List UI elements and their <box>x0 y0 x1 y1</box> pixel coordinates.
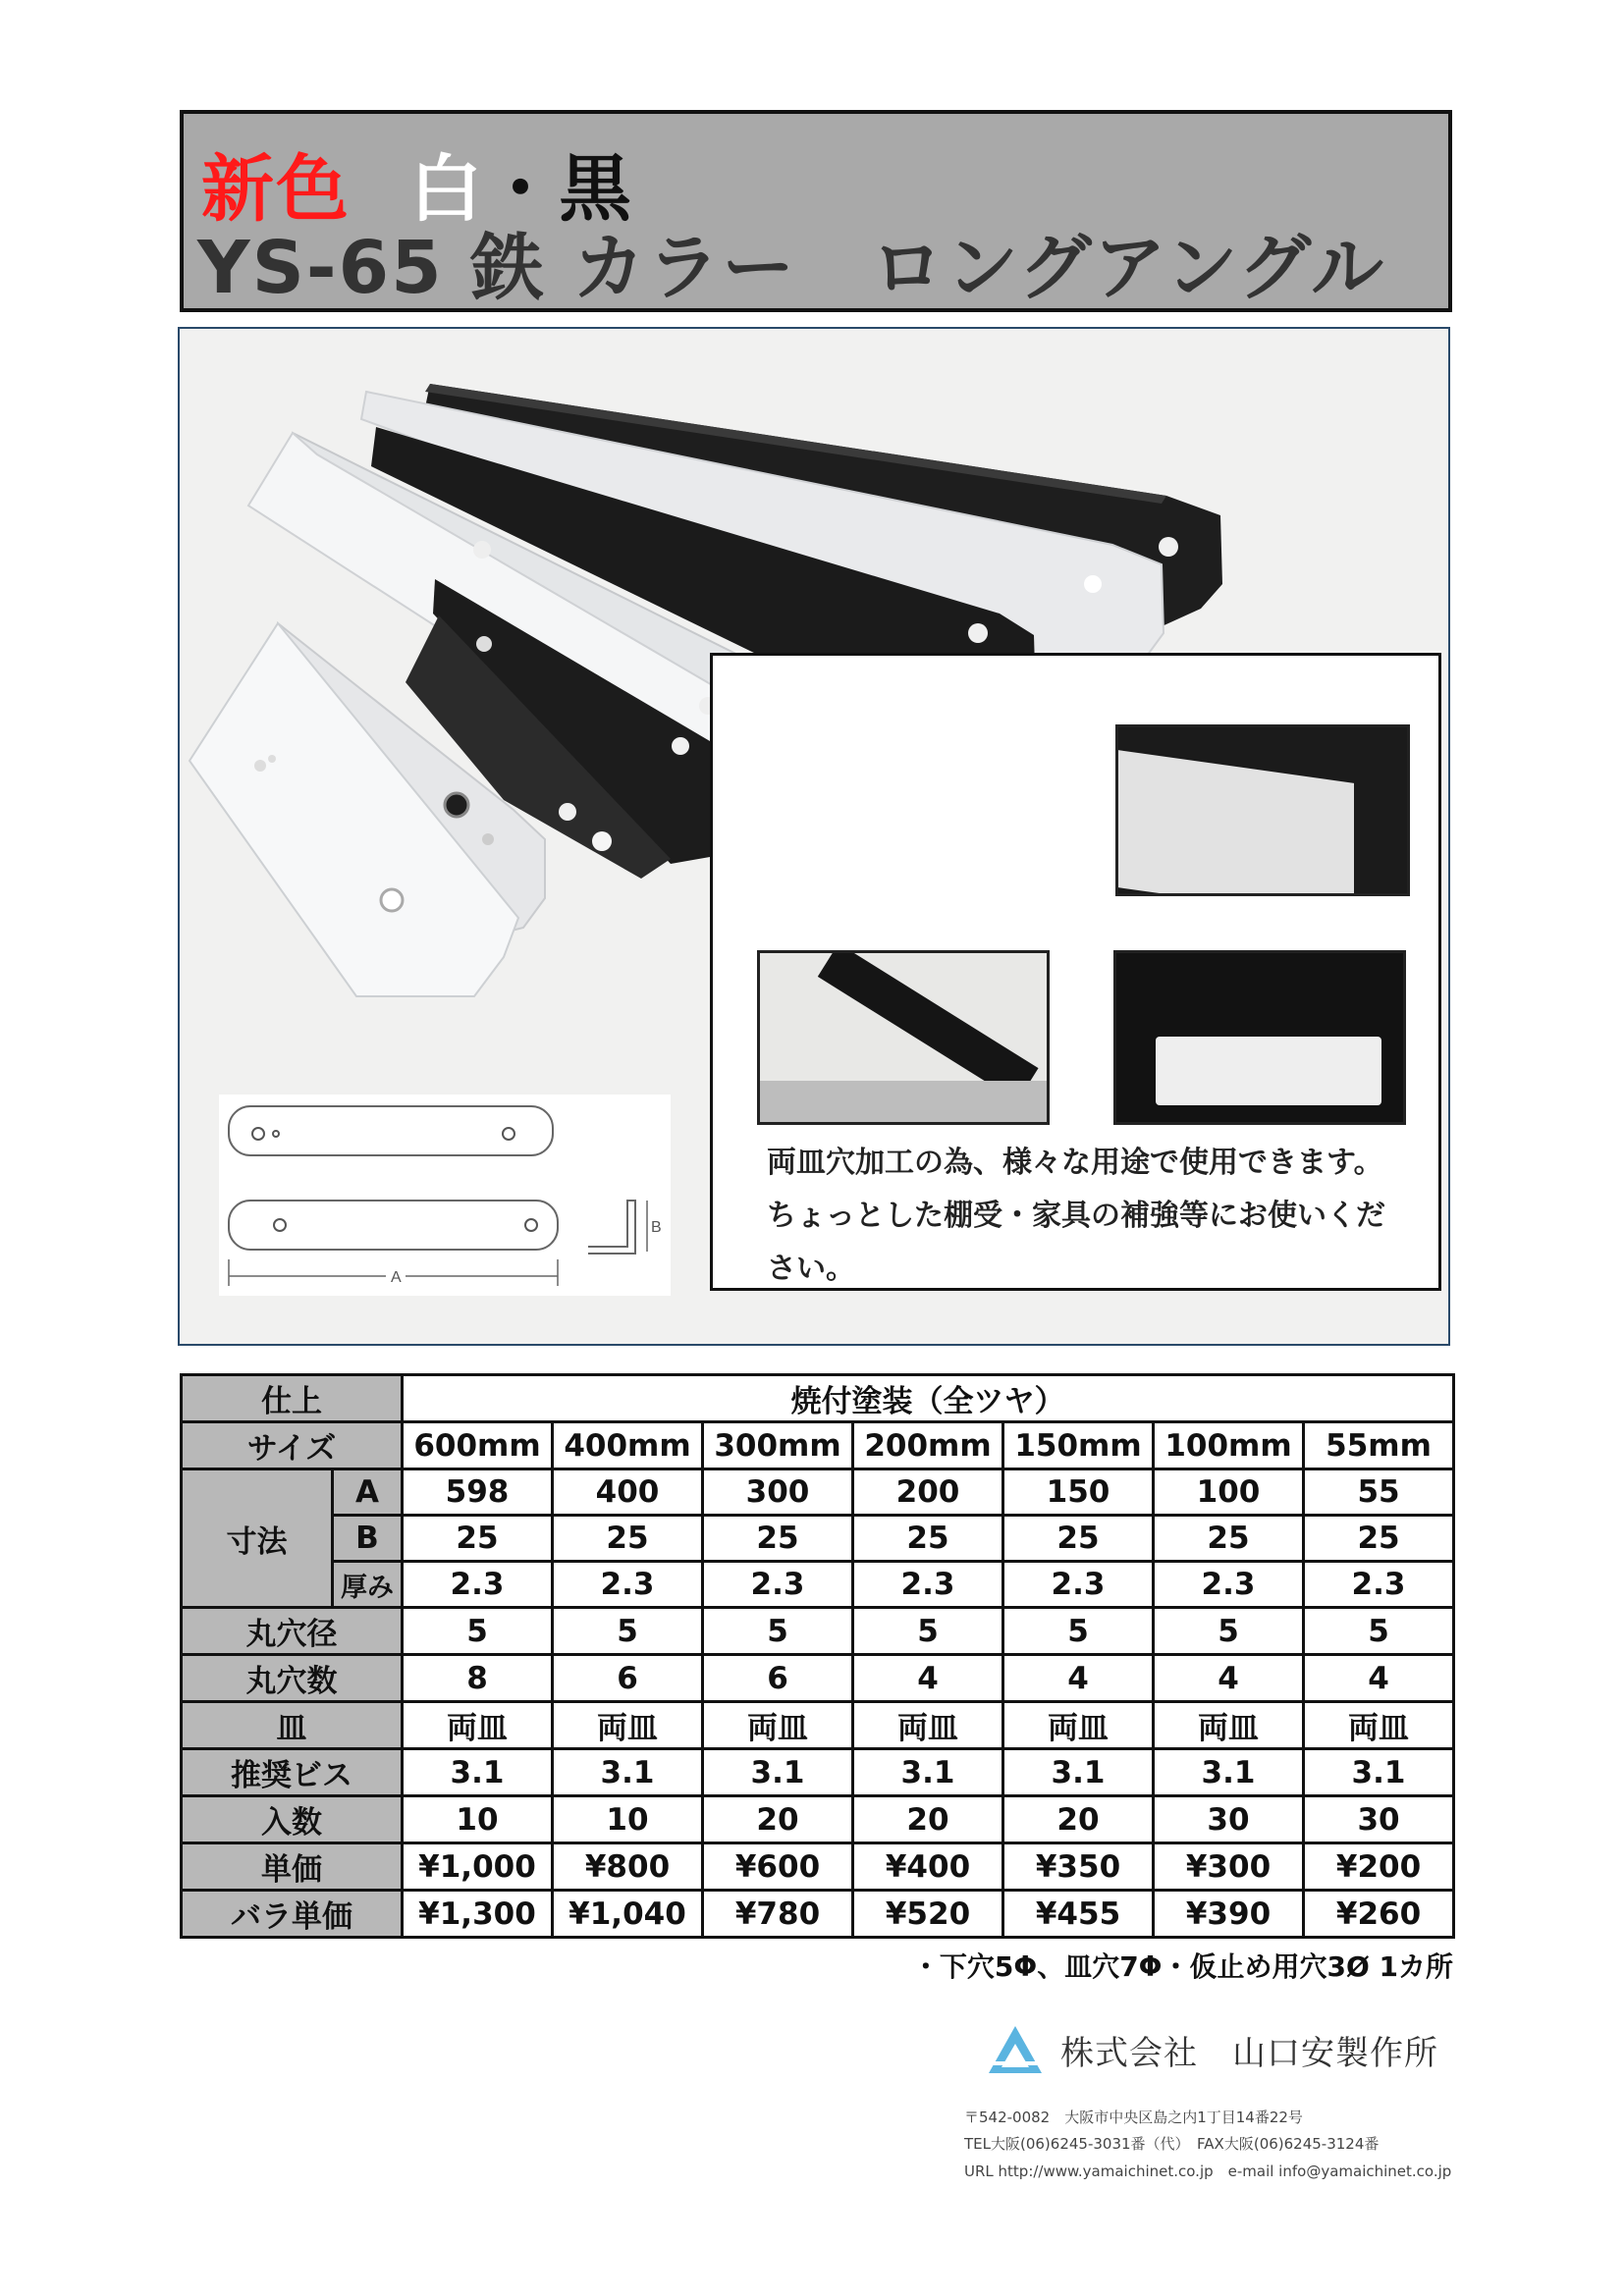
table-cell: ¥600 <box>703 1843 853 1891</box>
table-cell: 25 <box>1154 1516 1304 1562</box>
table-cell: 3.1 <box>1003 1749 1154 1796</box>
table-cell: 25 <box>553 1516 703 1562</box>
dimension-label: 寸法 <box>182 1469 333 1608</box>
table-cell: 100 <box>1154 1469 1304 1516</box>
table-cell: 両皿 <box>853 1702 1003 1749</box>
table-cell: ¥780 <box>703 1891 853 1938</box>
table-cell: ¥1,040 <box>553 1891 703 1938</box>
row-label: 推奨ビス <box>182 1749 403 1796</box>
table-cell: ¥390 <box>1154 1891 1304 1938</box>
detail-photo-white-underside <box>1113 950 1406 1125</box>
product-photo-panel <box>178 327 1450 1346</box>
description-line: 両皿穴加工の為、様々な用途で使用できます。 <box>767 1146 1383 1180</box>
table-row-dim-thickness <box>182 1562 1454 1608</box>
detail-photo-white-corner <box>1115 724 1410 896</box>
new-color-label: 新色 <box>201 147 351 232</box>
dimension-b-label: B <box>651 1219 662 1236</box>
finish-label: 仕上 <box>182 1375 403 1422</box>
table-cell: ¥200 <box>1304 1843 1454 1891</box>
table-cell: ¥455 <box>1003 1891 1154 1938</box>
table-cell: 3.1 <box>703 1749 853 1796</box>
table-row-finish <box>182 1375 1454 1422</box>
table-cell: 5 <box>853 1608 1003 1655</box>
table-cell: 4 <box>1304 1655 1454 1702</box>
description-line: さい。 <box>767 1252 855 1286</box>
table-cell: 5 <box>1304 1608 1454 1655</box>
table-cell: 25 <box>403 1516 553 1562</box>
table-cell: ¥260 <box>1304 1891 1454 1938</box>
table-cell: 2.3 <box>553 1562 703 1608</box>
table-row <box>182 1702 1454 1749</box>
white-label: 白 <box>409 147 484 232</box>
table-cell: 両皿 <box>403 1702 553 1749</box>
table-cell: ¥400 <box>853 1843 1003 1891</box>
company-url-email: URL http://www.yamaichinet.co.jp e-mail info@yamaichinet.co.jp <box>964 2163 1452 2180</box>
row-label: 単価 <box>182 1843 403 1891</box>
table-cell: 2.3 <box>1304 1562 1454 1608</box>
row-label: 入数 <box>182 1796 403 1843</box>
table-cell: 20 <box>703 1796 853 1843</box>
table-row <box>182 1843 1454 1891</box>
table-cell: 598 <box>403 1469 553 1516</box>
table-cell: 30 <box>1154 1796 1304 1843</box>
table-cell: 5 <box>1154 1608 1304 1655</box>
table-cell: 3.1 <box>1154 1749 1304 1796</box>
size-cell: 600mm <box>403 1422 553 1469</box>
row-label: 皿 <box>182 1702 403 1749</box>
size-cell: 300mm <box>703 1422 853 1469</box>
table-cell: ¥350 <box>1003 1843 1154 1891</box>
company-name: 株式会社 山口安製作所 <box>1060 2034 1438 2073</box>
table-cell: 20 <box>1003 1796 1154 1843</box>
table-cell: 両皿 <box>1003 1702 1154 1749</box>
table-cell: 両皿 <box>1154 1702 1304 1749</box>
table-cell: 3.1 <box>553 1749 703 1796</box>
table-cell: 20 <box>853 1796 1003 1843</box>
size-cell: 150mm <box>1003 1422 1154 1469</box>
table-cell: 3.1 <box>403 1749 553 1796</box>
table-cell: 2.3 <box>1154 1562 1304 1608</box>
table-row <box>182 1891 1454 1938</box>
table-cell: 4 <box>853 1655 1003 1702</box>
table-cell: 55 <box>1304 1469 1454 1516</box>
dimension-drawing <box>219 1095 671 1296</box>
table-cell: ¥1,300 <box>403 1891 553 1938</box>
table-cell: ¥520 <box>853 1891 1003 1938</box>
table-cell: 2.3 <box>403 1562 553 1608</box>
table-cell: 25 <box>1003 1516 1154 1562</box>
table-cell: 400 <box>553 1469 703 1516</box>
product-title: YS-65 鉄 カラー ロングアングル <box>197 226 1385 310</box>
table-cell: 6 <box>553 1655 703 1702</box>
description-line: ちょっとした棚受・家具の補強等にお使いくだ <box>767 1199 1385 1233</box>
finish-value: 焼付塗装（全ツヤ） <box>403 1375 1454 1422</box>
table-cell: 3.1 <box>853 1749 1003 1796</box>
company-address: 〒542-0082 大阪市中央区島之内1丁目14番22号 <box>964 2109 1303 2126</box>
table-cell: 両皿 <box>553 1702 703 1749</box>
size-cell: 100mm <box>1154 1422 1304 1469</box>
table-cell: 25 <box>853 1516 1003 1562</box>
company-phone-fax: TEL大阪(06)6245-3031番（代） FAX大阪(06)6245-3124番 <box>964 2135 1380 2153</box>
table-row <box>182 1796 1454 1843</box>
spec-table <box>180 1373 1455 1939</box>
table-cell: 両皿 <box>1304 1702 1454 1749</box>
dimension-a-label: A <box>391 1269 402 1286</box>
table-row <box>182 1655 1454 1702</box>
table-cell: 25 <box>703 1516 853 1562</box>
angle-dimension-diagram <box>219 1095 671 1296</box>
table-cell: 両皿 <box>703 1702 853 1749</box>
table-cell: 3.1 <box>1304 1749 1454 1796</box>
table-cell: 2.3 <box>1003 1562 1154 1608</box>
row-label: 丸穴径 <box>182 1608 403 1655</box>
table-cell: 10 <box>553 1796 703 1843</box>
dim-sub-label: 厚み <box>333 1562 403 1608</box>
table-cell: 25 <box>1304 1516 1454 1562</box>
title-banner <box>180 110 1452 312</box>
table-cell: 150 <box>1003 1469 1154 1516</box>
table-cell: 30 <box>1304 1796 1454 1843</box>
table-cell: 6 <box>703 1655 853 1702</box>
size-cell: 55mm <box>1304 1422 1454 1469</box>
separator-dot: ・ <box>484 147 559 232</box>
table-cell: 5 <box>553 1608 703 1655</box>
dim-sub-label: B <box>333 1516 403 1562</box>
size-cell: 200mm <box>853 1422 1003 1469</box>
table-cell: 4 <box>1003 1655 1154 1702</box>
table-cell: ¥1,000 <box>403 1843 553 1891</box>
dim-sub-label: A <box>333 1469 403 1516</box>
black-label: 黒 <box>559 147 633 232</box>
company-logo-icon <box>986 2022 1045 2077</box>
usage-description <box>767 1137 1415 1296</box>
size-label: サイズ <box>182 1422 403 1469</box>
row-label: 丸穴数 <box>182 1655 403 1702</box>
table-cell: 8 <box>403 1655 553 1702</box>
table-cell: 200 <box>853 1469 1003 1516</box>
table-cell: 10 <box>403 1796 553 1843</box>
table-cell: ¥300 <box>1154 1843 1304 1891</box>
row-label: バラ単価 <box>182 1891 403 1938</box>
table-row <box>182 1608 1454 1655</box>
size-cell: 400mm <box>553 1422 703 1469</box>
table-cell: 5 <box>403 1608 553 1655</box>
table-row-dim-b <box>182 1516 1454 1562</box>
detail-photo-black-edge <box>757 950 1050 1125</box>
table-cell: 5 <box>1003 1608 1154 1655</box>
table-cell: ¥800 <box>553 1843 703 1891</box>
table-row-size <box>182 1422 1454 1469</box>
table-row <box>182 1749 1454 1796</box>
table-row-dim-a <box>182 1469 1454 1516</box>
hole-note: ・下穴5Φ、皿穴7Φ・仮止め用穴3Ø 1カ所 <box>911 1950 1453 1983</box>
table-cell: 2.3 <box>853 1562 1003 1608</box>
table-cell: 4 <box>1154 1655 1304 1702</box>
table-cell: 300 <box>703 1469 853 1516</box>
detail-box <box>710 653 1441 1291</box>
table-cell: 2.3 <box>703 1562 853 1608</box>
table-cell: 5 <box>703 1608 853 1655</box>
